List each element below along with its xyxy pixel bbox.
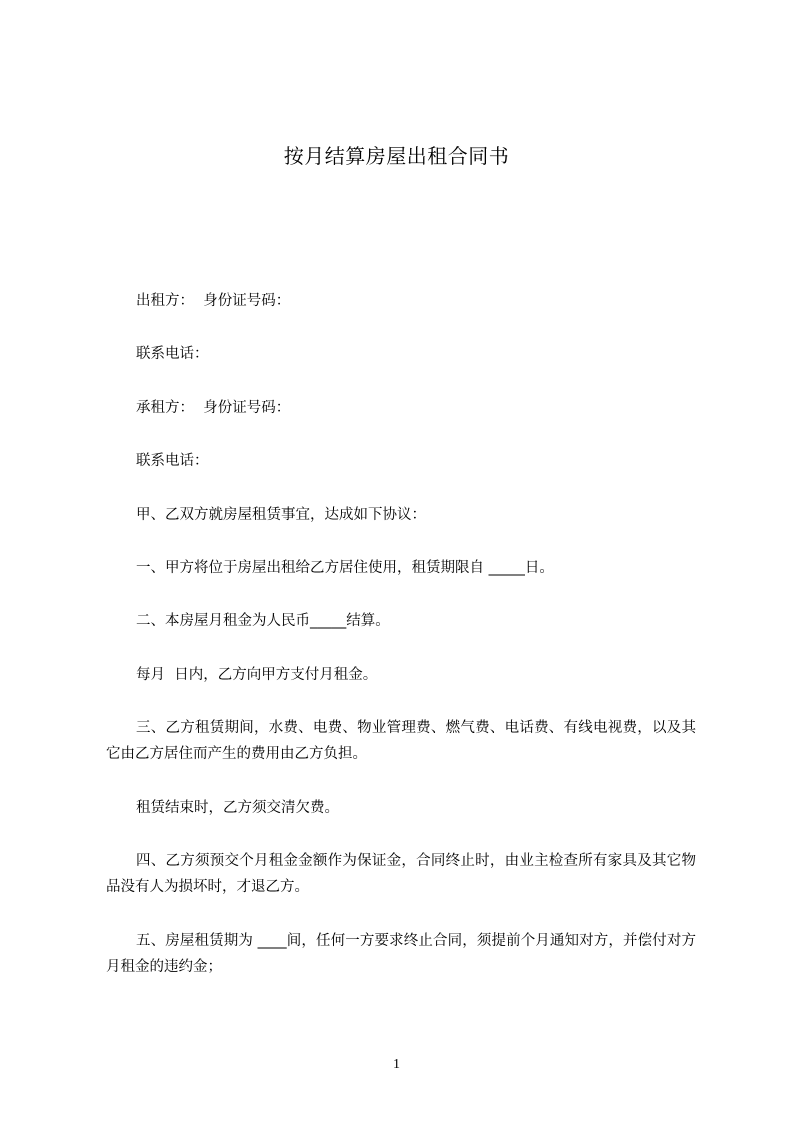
paragraph-clause-2: 二、本房屋月租金为人民币_____结算。 xyxy=(136,613,390,629)
paragraph-lessee: 承租方： 身份证号码： xyxy=(136,400,291,416)
paragraph-monthly-payment: 每月 日内，乙方向甲方支付月租金。 xyxy=(136,667,378,683)
document-title: 按月结算房屋出租合同书 xyxy=(283,144,510,168)
paragraph-settle-fees: 租赁结束时，乙方须交清欠费。 xyxy=(136,800,339,816)
paragraph-clause-4: 四、乙方须预交个月租金金额作为保证金，合同终止时，由业主检查所有家具及其它物品没有人为损坏时，才退乙方。 xyxy=(106,853,696,895)
paragraph-clause-1: 一、甲方将位于房屋出租给乙方居住使用，租赁期限自 _____日。 xyxy=(136,560,554,576)
paragraph-clause-5: 五、房屋租赁期为 ____间，任何一方要求终止合同，须提前个月通知对方，并偿付对方月租金的违约金； xyxy=(106,933,696,975)
paragraph-lessor: 出租方： 身份证号码： xyxy=(136,293,291,309)
paragraph-lessor-phone: 联系电话： xyxy=(136,346,209,362)
paragraph-clause-3: 三、乙方租赁期间，水费、电费、物业管理费、燃气费、电话费、有线电视费，以及其它由乙方居住而产生的费用由乙方负担。 xyxy=(106,720,696,762)
page-number: 1 xyxy=(393,1057,400,1072)
paragraph-agreement-intro: 甲、乙双方就房屋租赁事宜，达成如下协议： xyxy=(136,507,426,523)
paragraph-lessee-phone: 联系电话： xyxy=(136,453,209,469)
